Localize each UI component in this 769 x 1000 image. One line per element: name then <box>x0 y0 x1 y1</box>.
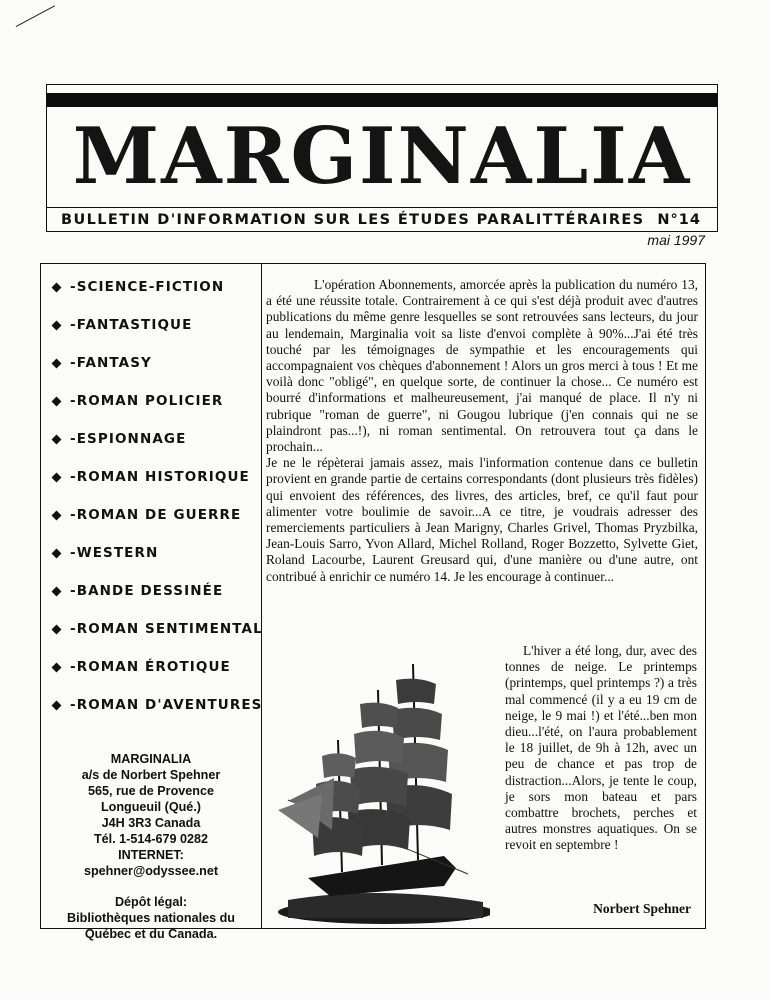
genre-label: FANTASY <box>76 355 152 371</box>
genre-item <box>51 393 263 431</box>
sailing-ship-illustration <box>268 660 490 925</box>
genre-item <box>51 469 263 507</box>
genre-prefix: - <box>70 279 77 295</box>
editorial-article <box>266 277 698 585</box>
diamond-bullet-icon <box>52 511 62 521</box>
genre-label: ROMAN POLICIER <box>76 393 224 409</box>
contact-care-of: a/s de Norbert Spehner <box>81 768 221 782</box>
contact-internet-label: INTERNET: <box>118 848 184 862</box>
genre-label: FANTASTIQUE <box>76 317 193 333</box>
diamond-bullet-icon <box>52 473 62 483</box>
genre-item <box>51 621 263 659</box>
genre-prefix: - <box>70 393 77 409</box>
diamond-bullet-icon <box>52 397 62 407</box>
genre-item <box>51 697 263 735</box>
stray-pen-mark <box>16 5 55 27</box>
genre-prefix: - <box>70 697 77 713</box>
genre-item <box>51 545 263 583</box>
genre-label: WESTERN <box>76 545 159 561</box>
genre-prefix: - <box>70 583 77 599</box>
subtitle-bar <box>46 208 718 232</box>
genre-item <box>51 279 263 317</box>
genre-prefix: - <box>70 659 77 675</box>
genre-item <box>51 317 263 355</box>
genre-prefix: - <box>70 469 77 485</box>
contact-block <box>41 751 261 942</box>
masthead-black-band <box>47 93 717 107</box>
genre-label: ROMAN DE GUERRE <box>76 507 242 523</box>
contact-name: MARGINALIA <box>110 752 192 766</box>
genre-label: ESPIONNAGE <box>76 431 187 447</box>
genre-label: ROMAN SENTIMENTAL <box>76 621 263 637</box>
contact-email: spehner@odyssee.net <box>83 864 219 878</box>
genre-item <box>51 507 263 545</box>
genre-prefix: - <box>70 507 77 523</box>
author-signature: Norbert Spehner <box>593 901 691 916</box>
genre-prefix: - <box>70 431 77 447</box>
genre-label: SCIENCE-FICTION <box>76 279 225 295</box>
newsletter-subtitle: BULLETIN D'INFORMATION SUR LES ÉTUDES PARALITTÉRAIRES <box>61 211 645 228</box>
diamond-bullet-icon <box>52 359 62 369</box>
contact-city: Longueuil (Qué.) <box>100 800 202 814</box>
contact-postal: J4H 3R3 Canada <box>101 816 201 830</box>
genre-prefix: - <box>70 621 77 637</box>
contact-street: 565, rue de Provence <box>87 784 214 798</box>
genre-prefix: - <box>70 317 77 333</box>
genre-item <box>51 431 263 469</box>
genre-list <box>51 279 263 735</box>
diamond-bullet-icon <box>52 701 62 711</box>
genre-label: ROMAN HISTORIQUE <box>76 469 250 485</box>
diamond-bullet-icon <box>52 435 62 445</box>
article-continuation <box>505 643 697 854</box>
genre-label: ROMAN D'AVENTURES <box>76 697 263 713</box>
legal-deposit-line: Québec et du Canada. <box>84 927 218 941</box>
issue-date: mai 1997 <box>647 232 705 248</box>
article-paragraph: L'opération Abonnements, amorcée après la publication du numéro 13, a été une réussite totale. Contrairement à ce qui s'est déjà produit avec d'autres publications du même genre lesquelles se sont retrouvées sans lecteurs, du jour au lendemain, Marginalia voit sa liste d'envoi complète à 90%...J'ai été très touché par les témoignages de sympathie et les encouragements qui accompagnaient vos chèques d'abonnement ! Alors un gros merci à tous ! Et me voilà donc "obligé", en quelque sorte, de continuer la chose... Ce numéro est bourré d'informations et malheureusement, j'ai manqué de place. Il n'y ni rubrique "roman de guerre", ni Gougou lubrique (j'en connais qui ne se plaindront pas...!), ni roman sentimental. On retrouvera tout ça dans le prochain... <box>266 277 698 455</box>
sidebar <box>41 264 263 941</box>
masthead <box>46 84 718 208</box>
newsletter-title: MARGINALIA <box>72 111 692 202</box>
diamond-bullet-icon <box>52 283 62 293</box>
genre-item <box>51 583 263 621</box>
diamond-bullet-icon <box>52 549 62 559</box>
issue-number: N°14 <box>657 211 701 228</box>
genre-label: BANDE DESSINÉE <box>76 583 224 599</box>
genre-item <box>51 355 263 393</box>
article-paragraph: Je ne le répèterai jamais assez, mais l'information contenue dans ce bulletin provient en grande partie de certains correspondants (dont plusieurs très fidèles) qui envoient des références, des livres, des articles, bref, ce qu'il faut pour alimenter votre boulimie de savoir...A ce titre, je voudrais adresser des remerciements particuliers à Jean Marigny, Charles Grivel, Thomas Pryzbilka, Jean-Louis Sarro, Yvon Allard, Michel Rolland, Roger Bozzetto, Sylvette Giet, Roland Lacourbe, Laurent Greusard qui, d'une manière ou d'une autre, ont contribué à enrichir ce numéro 14. Je les encourage à continuer... <box>266 455 698 584</box>
contact-phone: Tél. 1-514-679 0282 <box>93 832 209 846</box>
genre-prefix: - <box>70 545 77 561</box>
legal-deposit-label: Dépôt légal: <box>114 895 188 909</box>
genre-prefix: - <box>70 355 77 371</box>
article-paragraph: L'hiver a été long, dur, avec des tonnes de neige. Le printemps (printemps, quel printemps ?) a très mal commencé (il y a eu 19 cm de neige, le 9 mai !) et l'été...ben mon dieu...l'été, on l'aura probablement le 18 juillet, de 9h à 12h, avec un peu de chance et pas trop de distraction...Alors, je tente le coup, je sors mon bateau et pars combattre brochets, perches et autres monstres aquatiques. On se revoit en septembre ! <box>505 643 697 853</box>
diamond-bullet-icon <box>52 663 62 673</box>
diamond-bullet-icon <box>52 321 62 331</box>
genre-label: ROMAN ÉROTIQUE <box>76 659 231 675</box>
genre-item <box>51 659 263 697</box>
diamond-bullet-icon <box>52 625 62 635</box>
legal-deposit-line: Bibliothèques nationales du <box>67 911 235 925</box>
diamond-bullet-icon <box>52 587 62 597</box>
